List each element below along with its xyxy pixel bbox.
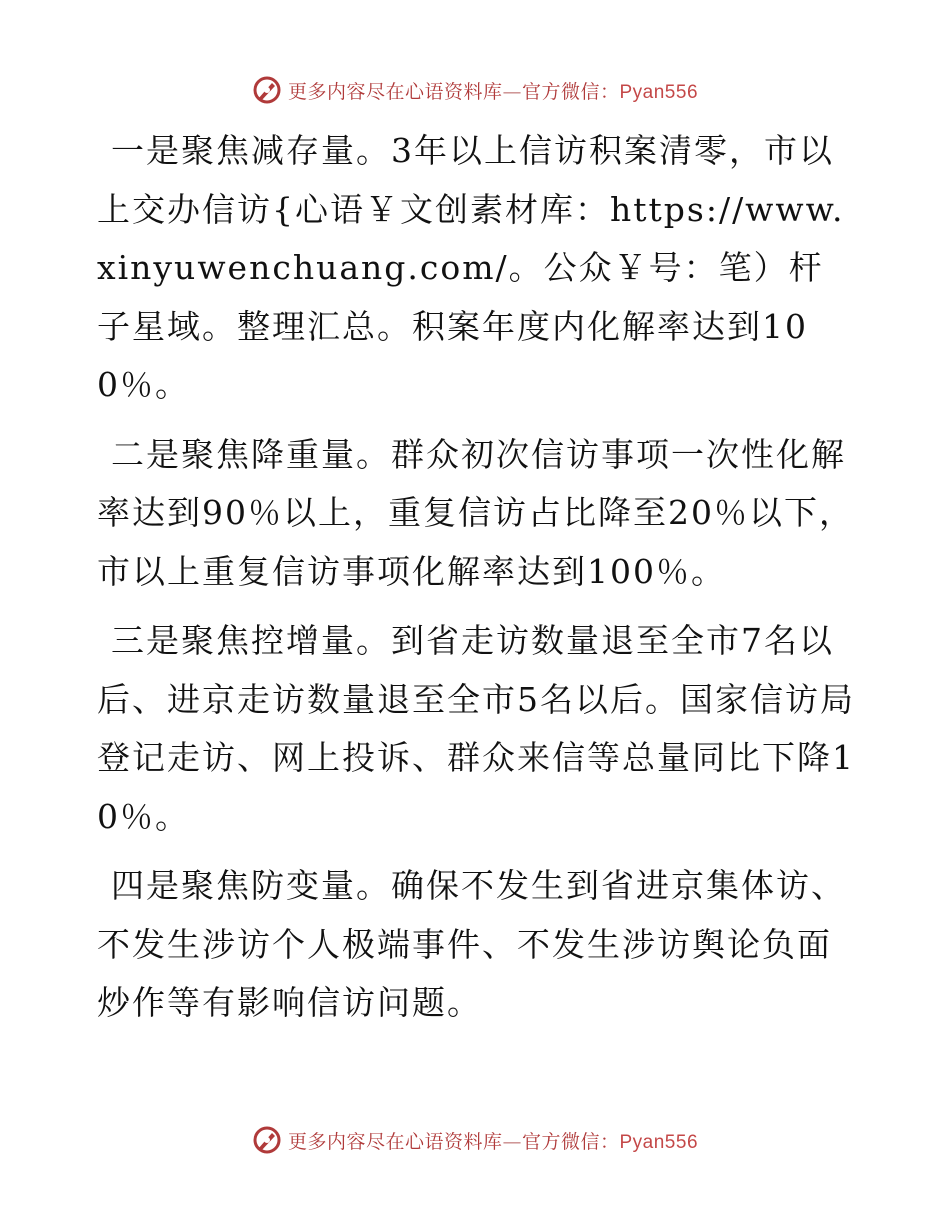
pen-logo-icon xyxy=(252,75,282,105)
watermark-text xyxy=(288,77,698,104)
paragraph-4-text: 四是聚焦防变量。确保不发生到省进京集体访、不发生涉访个人极端事件、不发生涉访舆论负面炒作等有影响信访问题。 xyxy=(97,866,846,1022)
footer-watermark xyxy=(0,1120,950,1160)
header-watermark xyxy=(0,70,950,110)
watermark-separator: — xyxy=(502,80,522,103)
paragraph-1-text: 一是聚焦减存量。3年以上信访积案清零，市以上交办信访{心语￥文创素材库：https://www.xinyuwenchuang.com/。公众￥号：笔）杆子星域。整理汇总。积案年度内化解率达到100％。 xyxy=(97,131,845,404)
paragraph-2 xyxy=(97,426,857,602)
watermark-handle: Pyan556 xyxy=(619,1131,699,1153)
watermark-official: 官方微信： xyxy=(521,1130,620,1153)
paragraph-3 xyxy=(97,612,857,846)
paragraph-4 xyxy=(97,857,857,1033)
watermark-title: 更多内容尽在心语资料库 xyxy=(287,80,503,103)
pen-logo-icon xyxy=(252,1125,282,1155)
paragraph-1 xyxy=(97,122,857,415)
watermark-separator: — xyxy=(502,1130,522,1153)
watermark-text xyxy=(288,1127,698,1154)
paragraph-2-text: 二是聚焦降重量。群众初次信访事项一次性化解率达到90％以上，重复信访占比降至20％以下，市以上重复信访事项化解率达到100％。 xyxy=(97,434,854,591)
watermark-title: 更多内容尽在心语资料库 xyxy=(287,1130,503,1153)
watermark-handle: Pyan556 xyxy=(619,81,699,103)
document-body xyxy=(97,122,857,1044)
watermark-official: 官方微信： xyxy=(521,80,620,103)
paragraph-3-text: 三是聚焦控增量。到省走访数量退至全市7名以后、进京走访数量退至全市5名以后。国家信访局登记走访、网上投诉、群众来信等总量同比下降10％。 xyxy=(97,621,855,836)
